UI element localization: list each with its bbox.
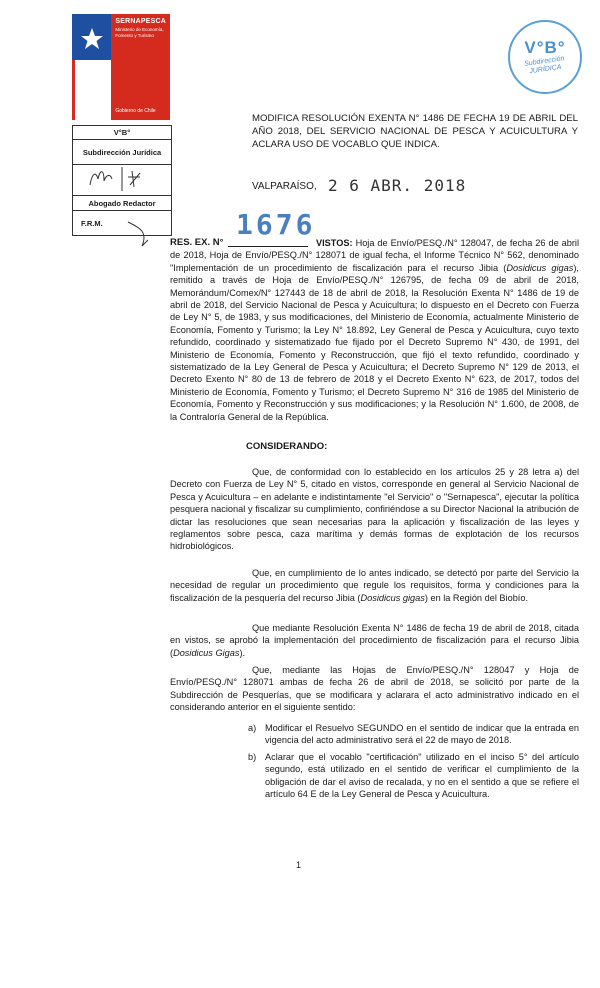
vistos-paragraph: VISTOS: Hoja de Envío/PESQ./N° 128047, de fecha 26 de abril de 2018, Hoja de Envío/PESQ./N° 128071 de igual fecha, el Informe Técnico N° 562, denominado "Implementación de un procedimiento de fiscalización para el recurso Jibia (Dosidicus gigas), remitido a través de Hoja de Envío/PESQ./N° 126795, de fecha 09 de abril de 2018, Memorándum/Comex/N° 127443 de 18 de abril de 2018, la Resolución Exenta N° 1486 de 19 de abril de 2018, del Servicio Nacional de Pesca y Acuicultura; lo dispuesto en el Decreto con Fuerza de Ley N° 5, de 1983, y sus modificaciones, del Ministerio de Economía, actualmente Ministerio de Economía, Fomento y Turismo; la Ley N° 18.892, Ley General de Pesca y Acuicultura, cuyo texto refundido, coordinado y sistematizado fue fijado por el Decreto Supremo N° 430, de 1991, del Ministerio de Economía, Fomento y Reconstrucción, que fijó el texto refundido, coordinado y sistematizado de la Ley General de Pesca y Acuicultura; el Decreto Supremo N° 129 de 2013, el Decreto Exento N° 80 de 13 de febrero de 2018 y el Decreto Exento N° 623, de 2017, todos del Ministerio de Economía, Fomento y Turismo; el Decreto Supremo N° 316 de 1985 del Ministerio de Economía, Fomento y Reconstrucción y sus modificaciones; y la Resolución N° 1.600, de 2008, de la Contraloría General de la República. — [170, 238, 580, 422]
document-title: MODIFICA RESOLUCIÓN EXENTA N° 1486 DE FECHA 19 DE ABRIL DEL AÑO 2018, DEL SERVICIO NACIONAL DE PESCA Y ACUICULTURA Y ACLARA USO DE VOCABLO QUE INDICA. — [252, 113, 578, 150]
request-list — [248, 722, 579, 804]
list-item: b) Aclarar que el vocablo "certificación" utilizado en el inciso 5° del artículo segundo, está utilizado en el sentido de verificar el cumplimiento de la obligación de dar el aviso de recalada, y no en el sentido a que se refiere el artículo 64 E de la Ley General de Pesca y Acuicultura. — [248, 751, 579, 800]
considerando-paragraph-1: Que, de conformidad con lo establecido en los artículos 25 y 28 letra a) del Decreto con Fuerza de Ley N° 5, citado en vistos, corresponde en general al Servicio Nacional de Pesca y Acuicultura – en adelante e indistintamente "el Servicio" o "Sernapesca", ejecutar la política pesquera nacional y fiscalizar su cumplimiento, confiriéndose a su Director Nacional la atribución de dictar las resoluciones que sean necesarias para la aplicación y fiscalización de las leyes y reglamentos sobre pesca, caza marítima y demás formas de explotación de los recursos hidrobiológicos. — [170, 467, 579, 552]
handwritten-signature-icon — [82, 165, 162, 191]
approval-subdireccion: Subdirección Jurídica — [73, 140, 172, 165]
considerando-paragraph-4: Que, mediante las Hojas de Envío/PESQ./N° 128047 y Hoja de Envío/PESQ./N° 128071 ambas de fecha 26 de abril de 2018, se solicitó por parte de la Subdirección de Pesquerías, que se modificara y aclarara el acto administrativo indicado en el considerando anterior en el siguiente sentido: — [170, 665, 579, 713]
chile-crest-icon — [78, 26, 106, 54]
considerando-heading: CONSIDERANDO: — [246, 441, 328, 452]
stamp-main-text: V°B° — [524, 38, 566, 57]
page-number: 1 — [296, 860, 302, 870]
frm-label: F.R.M. — [81, 218, 103, 228]
logo-flag — [72, 14, 111, 120]
signature-initials — [82, 180, 162, 195]
considerando-paragraph-3: Que mediante Resolución Exenta N° 1486 de fecha 19 de abril de 2018, citada en vistos, se aprobó la implementación del procedimiento de fiscalización para el recurso Jibia (Dosidicus Gigas). — [170, 623, 579, 658]
document-place: VALPARAÍSO, — [252, 181, 317, 192]
logo-ministry: Ministerio de Economía, Fomento y Turismo — [115, 27, 164, 38]
considerando-paragraph-2: Que, en cumplimiento de lo antes indicado, se detectó por parte del Servicio la necesidad de regular un procedimiento que regule los requisitos, forma y condiciones para la fiscalización de la pesquería del recurso Jibia (Dosidicus gigas) en la Región del Biobío. — [170, 568, 579, 603]
approval-signatures — [73, 165, 172, 196]
logo-government: Gobierno de Chile — [115, 108, 156, 114]
resolution-number: 1676 — [236, 208, 316, 241]
vobo-stamp — [508, 20, 582, 94]
document-date-stamp: 2 6 ABR. 2018 — [328, 176, 467, 195]
sernapesca-logo — [72, 14, 170, 120]
stamp-sub-text: Subdirección JURÍDICA — [523, 55, 565, 76]
frm-signature-icon — [118, 218, 168, 248]
approval-header: V°B° — [73, 126, 172, 140]
vistos-label: VISTOS: — [316, 238, 353, 248]
list-item: a) Modificar el Resuelvo SEGUNDO en el sentido de indicar que la entrada en vigencia del acto administrativo será el 22 de mayo de 2018. — [248, 723, 579, 746]
resolution-label: RES. EX. N° — [170, 237, 224, 248]
approval-abogado: Abogado Redactor — [73, 196, 172, 211]
logo-name: SERNAPESCA — [115, 18, 166, 25]
